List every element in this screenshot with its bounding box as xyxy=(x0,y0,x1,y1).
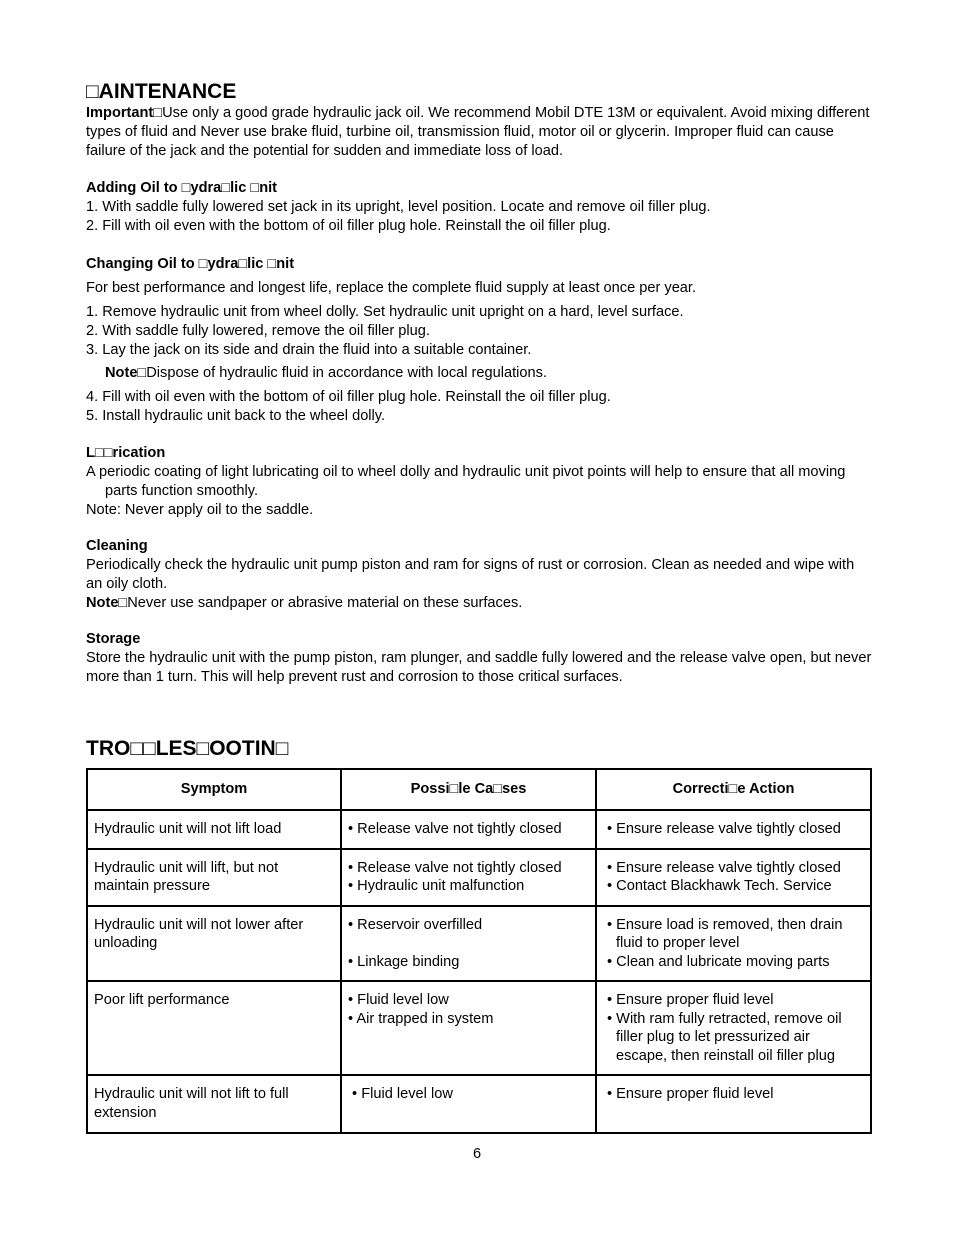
actions-cell xyxy=(596,849,871,906)
storage-heading: Storage xyxy=(86,631,141,647)
changing-intro: For best performance and longest life, replace the complete fluid supply at least once per year. xyxy=(86,280,697,296)
action-item: • With ram fully retracted, remove oil filler plug to let pressurized air escape, then reinstall oil filler plug xyxy=(607,1010,842,1064)
symptom-line: Hydraulic unit will not lift load xyxy=(94,821,282,837)
symptom-cell xyxy=(87,1075,341,1133)
adding-step: 1. With saddle fully lowered set jack in its upright, level position. Locate and remove oil filler plug. xyxy=(86,199,711,215)
symptom-line: extension xyxy=(94,1104,157,1121)
causes-cell xyxy=(341,849,596,906)
changing-step: 2. With saddle fully lowered, remove the oil filler plug. xyxy=(86,323,430,339)
actions-cell xyxy=(596,981,871,1075)
table-header-row xyxy=(87,769,871,810)
important-text: Use only a good grade hydraulic jack oil. We recommend Mobil DTE 13M or equivalent. Avoid mixing different types of fluid and Never use brake fluid, turbine oil, transmission fluid, motor oil or glycerin. Improper fluid can cause failure of the jack and the potential for sudden and immediate loss of load. xyxy=(86,105,870,159)
action-item: • Ensure proper fluid level xyxy=(607,992,774,1008)
symptom-cell xyxy=(87,849,341,906)
symptom-line: unloading xyxy=(94,935,158,951)
changing-step: 3. Lay the jack on its side and drain the fluid into a suitable container. xyxy=(86,342,532,358)
header-causes: Possi□le Ca□ses xyxy=(341,769,596,810)
action-item: • Ensure load is removed, then drain fluid to proper level xyxy=(607,916,843,951)
table-row xyxy=(87,906,871,982)
lubrication-heading: L□□rication xyxy=(86,445,166,461)
symptom-cell xyxy=(87,810,341,849)
changing-oil-section xyxy=(86,255,872,426)
storage-section xyxy=(86,630,872,687)
important-label: Important□ xyxy=(86,105,163,121)
changing-note xyxy=(86,364,872,383)
page-number: 6 xyxy=(472,1146,482,1162)
maintenance-title: □AINTENANCE xyxy=(86,80,237,103)
changing-step: 1. Remove hydraulic unit from wheel dolly. Set hydraulic unit upright on a hard, level surface. xyxy=(86,304,684,320)
causes-cell xyxy=(341,1075,596,1133)
table-row xyxy=(87,849,871,906)
table-row xyxy=(87,810,871,849)
lubrication-text: A periodic coating of light lubricating oil to wheel dolly and hydraulic unit pivot points will help to ensure that all moving parts function smoothly. xyxy=(86,464,846,499)
header-symptom: Symptom xyxy=(87,769,341,810)
cause-item: • Air trapped in system xyxy=(348,1010,494,1027)
symptom-line: Poor lift performance xyxy=(94,992,230,1008)
changing-step: 5. Install hydraulic unit back to the wheel dolly. xyxy=(86,408,386,424)
cause-spacer xyxy=(348,934,589,953)
changing-oil-heading: Changing Oil to □ydra□lic □nit xyxy=(86,256,295,272)
cleaning-section xyxy=(86,537,872,613)
cause-item: • Fluid level low xyxy=(348,992,449,1008)
lubrication-section xyxy=(86,444,872,520)
cleaning-note-text: Never use sandpaper or abrasive material on these surfaces. xyxy=(127,595,523,611)
table-row xyxy=(87,1075,871,1133)
table-row xyxy=(87,981,871,1075)
troubleshooting-table xyxy=(86,768,872,1134)
causes-cell xyxy=(341,810,596,849)
adding-oil-section xyxy=(86,179,872,236)
cause-item: • Fluid level low xyxy=(348,1086,453,1102)
cleaning-heading: Cleaning xyxy=(86,538,148,554)
cleaning-note xyxy=(86,594,872,613)
adding-oil-heading: Adding Oil to □ydra□lic □nit xyxy=(86,180,278,196)
symptom-line: maintain pressure xyxy=(94,878,210,894)
cause-item: • Reservoir overfilled xyxy=(348,916,483,933)
important-notice xyxy=(86,104,872,161)
symptom-line: Hydraulic unit will not lift to full xyxy=(94,1086,289,1102)
action-item: • Contact Blackhawk Tech. Service xyxy=(607,878,832,894)
changing-step: 4. Fill with oil even with the bottom of oil filler plug hole. Reinstall the oil filler plug. xyxy=(86,389,611,405)
actions-cell xyxy=(596,906,871,982)
changing-note-label: Note□ xyxy=(105,365,147,381)
actions-cell xyxy=(596,810,871,849)
changing-note-text: Dispose of hydraulic fluid in accordance with local regulations. xyxy=(146,365,547,381)
symptom-line: Hydraulic unit will lift, but not xyxy=(94,859,279,876)
cleaning-text: Periodically check the hydraulic unit pump piston and ram for signs of rust or corrosion. Clean as needed and wipe with an oily cloth. xyxy=(86,557,855,592)
cause-item: • Release valve not tightly closed xyxy=(348,821,562,837)
actions-cell xyxy=(596,1075,871,1133)
cause-item: • Hydraulic unit malfunction xyxy=(348,878,525,894)
symptom-cell xyxy=(87,981,341,1075)
cause-item: • Release valve not tightly closed xyxy=(348,859,562,876)
troubleshooting-title: TRO□□LES□OOTIN□ xyxy=(86,737,289,760)
action-item: • Clean and lubricate moving parts xyxy=(607,953,830,970)
header-action: Correcti□e Action xyxy=(596,769,871,810)
storage-text: Store the hydraulic unit with the pump piston, ram plunger, and saddle fully lowered and the release valve open, but never more than 1 turn. This will help prevent rust and corrosion to those critical surfaces. xyxy=(86,650,872,685)
lubrication-note: Note: Never apply oil to the saddle. xyxy=(86,502,314,518)
symptom-line: Hydraulic unit will not lower after xyxy=(94,916,304,933)
causes-cell xyxy=(341,906,596,982)
symptom-cell xyxy=(87,906,341,982)
action-item: • Ensure release valve tightly closed xyxy=(607,821,841,837)
cause-item: • Linkage binding xyxy=(348,953,460,970)
causes-cell xyxy=(341,981,596,1075)
adding-step: 2. Fill with oil even with the bottom of oil filler plug hole. Reinstall the oil filler plug. xyxy=(86,218,611,234)
action-item: • Ensure proper fluid level xyxy=(607,1086,774,1102)
action-item: • Ensure release valve tightly closed xyxy=(607,859,841,876)
cleaning-note-label: Note□ xyxy=(86,595,128,611)
